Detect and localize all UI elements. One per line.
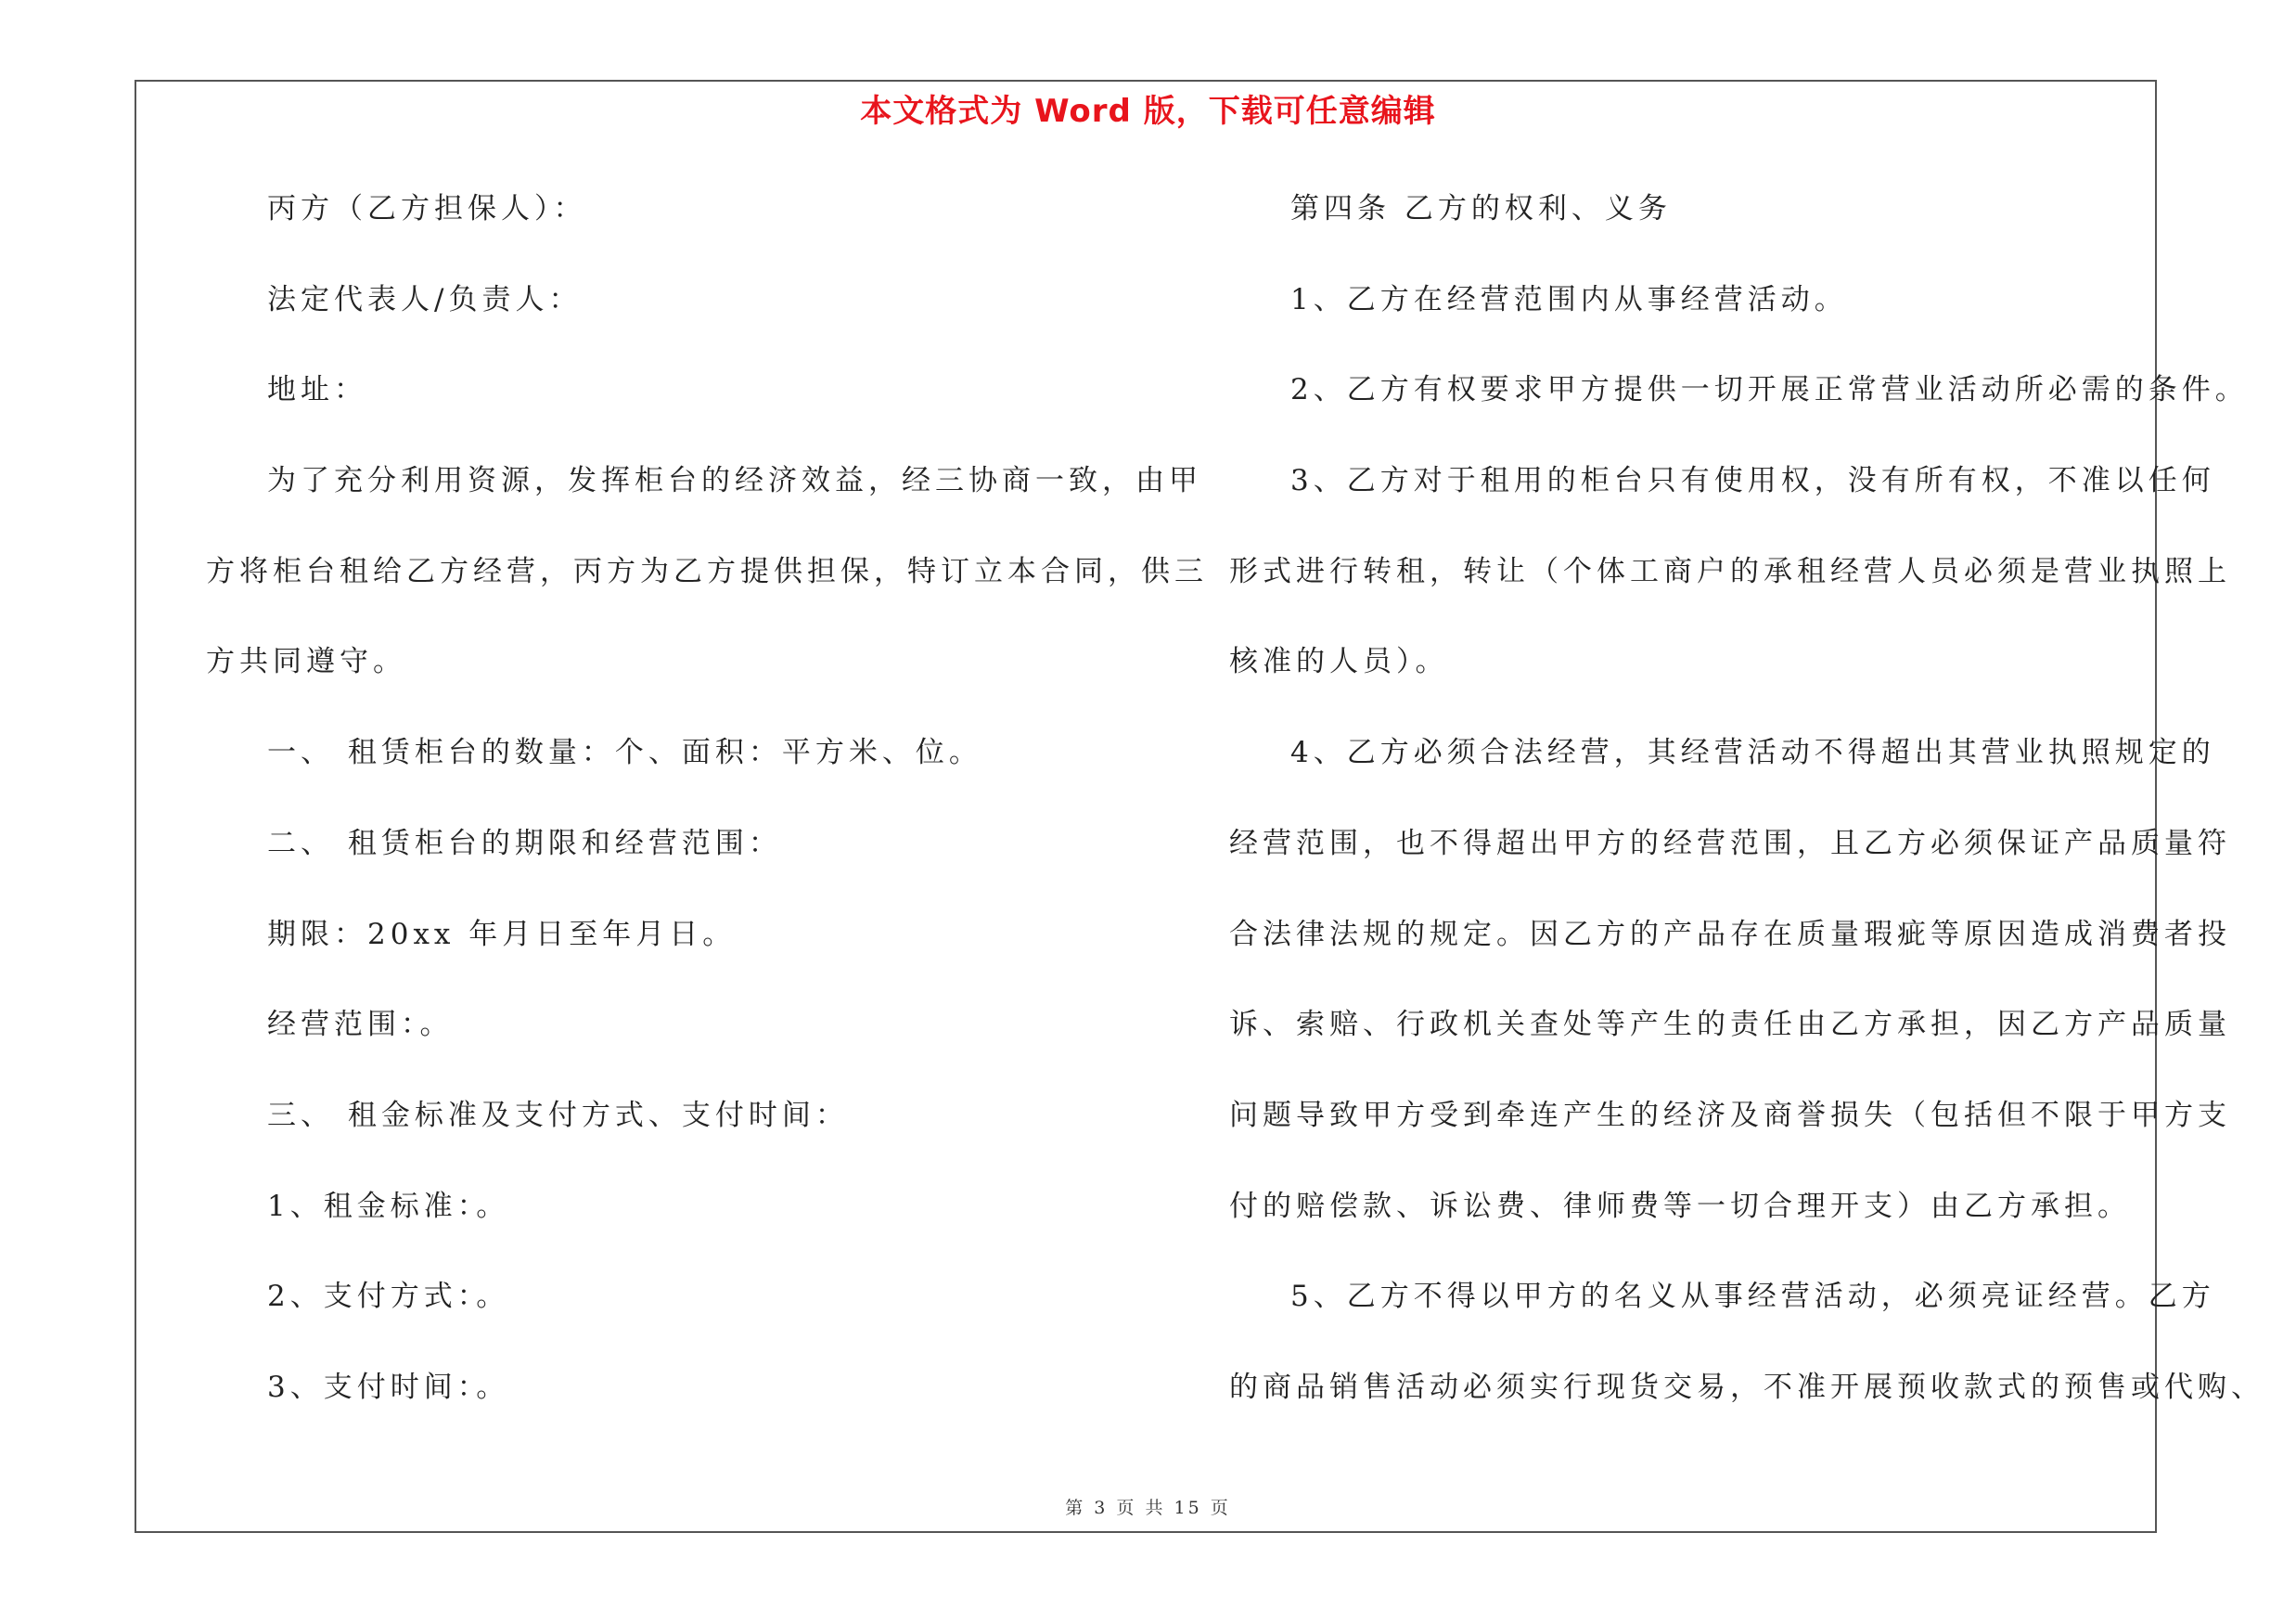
- page-number-footer: 第 3 页 共 15 页: [1065, 1498, 1231, 1518]
- right-paragraph-line: 5、乙方不得以甲方的名义从事经营活动，必须亮证经营。乙方: [1290, 1280, 2215, 1314]
- left-paragraph-line: 方共同遵守。: [206, 645, 406, 679]
- right-paragraph-line: 4、乙方必须合法经营，其经营活动不得超出其营业执照规定的: [1290, 736, 2215, 770]
- left-paragraph-line: 为了充分利用资源，发挥柜台的经济效益，经三协商一致，由甲: [267, 464, 1202, 498]
- left-paragraph-line: 2、支付方式：。: [267, 1280, 510, 1314]
- left-paragraph-line: 地址：: [267, 373, 367, 407]
- left-paragraph-line: 一、 租赁柜台的数量：个、面积：平方米、位。: [267, 736, 982, 770]
- left-paragraph-line: 二、 租赁柜台的期限和经营范围：: [267, 826, 782, 860]
- right-paragraph-line: 经营范围，也不得超出甲方的经营范围，且乙方必须保证产品质量符: [1229, 826, 2231, 860]
- left-paragraph-line: 期限：20xx 年月日至年月日。: [267, 917, 737, 951]
- right-column: [1229, 181, 2264, 1450]
- left-paragraph-line: 三、 租金标准及支付方式、支付时间：: [267, 1098, 849, 1132]
- left-paragraph-line: 法定代表人/负责人：: [267, 282, 583, 316]
- right-paragraph-line: 第四条 乙方的权利、义务: [1290, 192, 1672, 225]
- left-paragraph-line: 经营范围：。: [267, 1008, 454, 1042]
- right-paragraph-line: 付的赔偿款、诉讼费、律师费等一切合理开支）由乙方承担。: [1229, 1189, 2131, 1223]
- left-paragraph-line: 丙方（乙方担保人）：: [267, 192, 587, 225]
- right-paragraph-line: 2、乙方有权要求甲方提供一切开展正常营业活动所必需的条件。: [1290, 373, 2249, 407]
- word-format-banner: 本文格式为 Word 版，下载可任意编辑: [860, 93, 1436, 130]
- right-paragraph-line: 问题导致甲方受到牵连产生的经济及商誉损失（包括但不限于甲方支: [1229, 1098, 2231, 1132]
- left-paragraph-line: 方将柜台租给乙方经营，丙方为乙方提供担保，特订立本合同，供三: [206, 554, 1208, 588]
- right-paragraph-line: 核准的人员）。: [1229, 645, 1449, 679]
- right-paragraph-line: 3、乙方对于租用的柜台只有使用权，没有所有权，不准以任何: [1290, 464, 2215, 498]
- right-paragraph-line: 形式进行转租，转让（个体工商户的承租经营人员必须是营业执照上: [1229, 554, 2231, 588]
- right-paragraph-line: 1、乙方在经营范围内从事经营活动。: [1290, 282, 1848, 316]
- right-paragraph-line: 诉、索赔、行政机关查处等产生的责任由乙方承担，因乙方产品质量: [1229, 1008, 2231, 1042]
- left-paragraph-line: 3、支付时间：。: [267, 1370, 510, 1404]
- left-paragraph-line: 1、租金标准：。: [267, 1189, 510, 1223]
- right-paragraph-line: 合法律法规的规定。因乙方的产品存在质量瑕疵等原因造成消费者投: [1229, 917, 2231, 951]
- left-column: [206, 181, 1208, 1450]
- right-paragraph-line: 的商品销售活动必须实行现货交易，不准开展预收款式的预售或代购、: [1229, 1370, 2264, 1404]
